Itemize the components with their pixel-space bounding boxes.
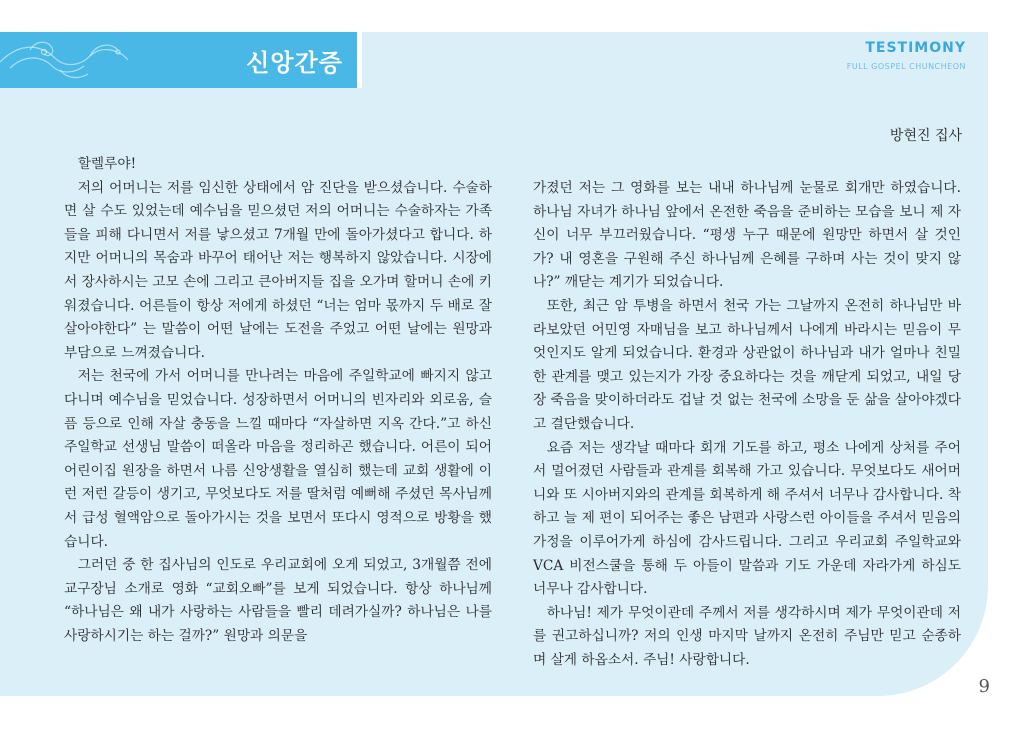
- author-name: 방현진 집사: [889, 128, 962, 144]
- left-column: [64, 153, 492, 648]
- paragraph: 저는 천국에 가서 어머니를 만나려는 마음에 주일학교에 빠지지 않고 다니며 예수님을 믿었습니다. 성장하면서 어머니의 빈자리와 외로움, 슬픔 등으로 인해 자살 충동을 느낄 때마다 “자살하면 지옥 간다.”고 하신 주일학교 선생님 말씀이 떠올라 마음을 정리하곤 했습니다. 어른이 되어 어린이집 원장을 하면서 나름 신앙생활을 열심히 했는데 교회 생활에 이런 저런 갈등이 생기고, 무엇보다도 저를 딸처럼 예뻐해 주셨던 목사님께서 급성 혈액암으로 돌아가시는 것을 보면서 또다시 영적으로 방황을 했습니다.: [64, 368, 492, 550]
- paragraph: 할렐루야!: [77, 156, 137, 172]
- decorative-swirl-icon: [0, 32, 150, 88]
- paragraph: 하나님! 제가 무엇이관데 주께서 저를 생각하시며 제가 무엇이관데 저를 권고하십니까? 저의 인생 마지막 날까지 온전히 주님만 믿고 순종하며 살게 하옵소서. 주님! 사랑합니다.: [533, 604, 961, 668]
- paragraph: 요즘 저는 생각날 때마다 회개 기도를 하고, 평소 나에게 상처를 주어서 멀어졌던 사람들과 관계를 회복해 가고 있습니다. 무엇보다도 새어머니와 또 시아버지와의 관계를 회복하게 해 주셔서 너무나 감사합니다. 착하고 늘 제 편이 되어주는 좋은 남편과 사랑스런 아이들을 주셔서 믿음의 가정을 이루어가게 하심에 감사드립니다. 그리고 우리교회 주일학교와 VCA 비전스쿨을 통해 두 아들이 말씀과 기도 가운데 자라가게 하심도 너무나 감사합니다.: [533, 439, 961, 598]
- brand-bar: [362, 32, 988, 88]
- right-column: [533, 177, 961, 672]
- page-number: 9: [978, 676, 990, 697]
- section-banner: [0, 32, 357, 88]
- section-title: 신앙간증: [246, 49, 343, 77]
- brand-subtitle: FULL GOSPEL CHUNCHEON: [846, 62, 966, 71]
- paragraph: 또한, 최근 암 투병을 하면서 천국 가는 그날까지 온전히 하나님만 바라보았던 어민영 자매님을 보고 하나님께서 나에게 바라시는 믿음이 무엇인지도 알게 되었습니다. 환경과 상관없이 하나님과 내가 얼마나 친밀한 관계를 맺고 있는지가 가장 중요하다는 것을 깨닫게 되었고, 내일 당장 죽음을 맞이하더라도 겁날 것 없는 천국에 소망을 둔 삶을 살아야겠다고 결단했습니다.: [533, 297, 961, 432]
- paragraph: 저의 어머니는 저를 임신한 상태에서 암 진단을 받으셨습니다. 수술하면 살 수도 있었는데 예수님을 믿으셨던 저의 어머니는 수술하자는 가족들을 피해 다니면서 저를 낳으셨고 7개월 만에 돌아가셨다고 합니다. 하지만 어머니의 목숨과 바꾸어 태어난 저는 행복하지 않았습니다. 시장에서 장사하시는 고모 손에 그리고 큰아버지들 집을 오가며 할머니 손에 키워졌습니다. 어른들이 항상 저에게 하셨던 “너는 엄마 몫까지 두 배로 잘 살아야한다” 는 말씀이 어떤 날에는 도전을 주었고 어떤 날에는 원망과 부담으로 느껴졌습니다.: [64, 179, 492, 361]
- paragraph: 그러던 중 한 집사님의 인도로 우리교회에 오게 되었고, 3개월쯤 전에 교구장님 소개로 영화 “교회오빠”를 보게 되었습니다. 항상 하나님께 “하나님은 왜 내가 사랑하는 사람들을 빨리 데려가실까? 하나님은 나를 사랑하시기는 하는 걸까?” 원망과 의문을: [64, 557, 492, 644]
- page-header: [0, 32, 988, 88]
- paragraph: 가졌던 저는 그 영화를 보는 내내 하나님께 눈물로 회개만 하였습니다. 하나님 자녀가 하나님 앞에서 온전한 죽음을 준비하는 모습을 보니 제 자신이 너무 부끄러웠습니다. “평생 누구 때문에 원망만 하면서 살 것인가? 내 영혼을 구원해 주신 하나님께 은혜를 구하며 사는 것이 맞지 않나?” 깨닫는 계기가 되었습니다.: [533, 180, 961, 291]
- brand-title: TESTIMONY: [865, 40, 966, 56]
